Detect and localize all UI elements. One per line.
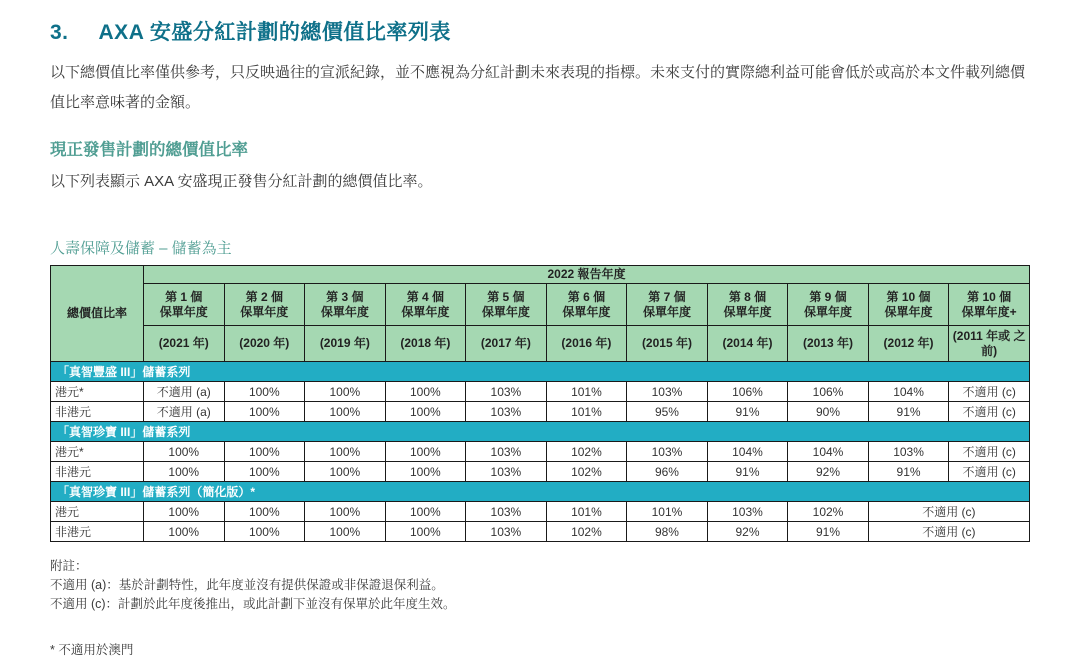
policy-year-unit: 保單年度+	[961, 304, 1017, 319]
policy-year-ordinal: 第 1 個	[165, 289, 203, 304]
calendar-year-header: (2011 年或 之前)	[949, 326, 1030, 362]
ratio-value: 102%	[788, 502, 869, 522]
currency-label: 港元*	[51, 442, 144, 462]
ratio-value: 不適用 (c)	[868, 522, 1029, 542]
ratio-value: 100%	[224, 402, 305, 422]
ratio-value: 100%	[224, 382, 305, 402]
ratio-value: 91%	[788, 522, 869, 542]
corner-header: 總價值比率	[51, 266, 144, 362]
footnote-a: 不適用 (a)：基於計劃特性，此年度並沒有提供保證或非保證退保利益。	[50, 578, 444, 592]
ratio-value: 不適用 (a)	[144, 382, 225, 402]
footnote-c: 不適用 (c)：計劃於此年度後推出，或此計劃下並沒有保單於此年度生效。	[50, 597, 456, 611]
calendar-year-header: (2019 年)	[305, 326, 386, 362]
ratio-value: 103%	[466, 402, 547, 422]
policy-year-ordinal: 第 2 個	[245, 289, 283, 304]
calendar-year-header: (2015 年)	[627, 326, 708, 362]
ratio-value: 101%	[627, 502, 708, 522]
ratio-value: 102%	[546, 462, 627, 482]
policy-year-header	[627, 284, 708, 326]
calendar-year-header: (2013 年)	[788, 326, 869, 362]
policy-year-unit: 保單年度	[159, 304, 208, 319]
table-row	[51, 502, 1030, 522]
policy-year-unit: 保單年度	[401, 304, 450, 319]
plan-series-row	[51, 482, 1030, 502]
table-row	[51, 462, 1030, 482]
header-row-policy-year	[51, 284, 1030, 326]
total-value-ratio-table	[50, 265, 1030, 542]
ratio-value: 100%	[305, 522, 386, 542]
ratio-value: 90%	[788, 402, 869, 422]
section-number: 3.	[50, 21, 69, 44]
ratio-value: 100%	[144, 462, 225, 482]
ratio-value: 100%	[385, 462, 466, 482]
policy-year-header	[144, 284, 225, 326]
ratio-value: 103%	[868, 442, 949, 462]
policy-year-header	[868, 284, 949, 326]
ratio-value: 100%	[305, 502, 386, 522]
ratio-value: 100%	[305, 442, 386, 462]
ratio-value: 106%	[788, 382, 869, 402]
ratio-value: 91%	[868, 462, 949, 482]
policy-year-header	[385, 284, 466, 326]
calendar-year-header: (2017 年)	[466, 326, 547, 362]
footnotes	[50, 557, 1030, 656]
currency-label: 非港元	[51, 402, 144, 422]
ratio-value: 100%	[385, 502, 466, 522]
ratio-value: 100%	[305, 462, 386, 482]
plan-series-row	[51, 422, 1030, 442]
header-row-calendar-year	[51, 326, 1030, 362]
page-title	[50, 16, 1030, 46]
policy-year-header	[546, 284, 627, 326]
policy-year-unit: 保單年度	[320, 304, 369, 319]
header-row-report-year	[51, 266, 1030, 284]
policy-year-ordinal: 第 4 個	[406, 289, 445, 304]
ratio-value: 92%	[788, 462, 869, 482]
calendar-year-header: (2014 年)	[707, 326, 788, 362]
ratio-value: 100%	[144, 442, 225, 462]
ratio-value: 100%	[144, 522, 225, 542]
calendar-year-header: (2016 年)	[546, 326, 627, 362]
ratio-value: 103%	[466, 522, 547, 542]
policy-year-unit: 保單年度	[562, 304, 611, 319]
ratio-value: 101%	[546, 402, 627, 422]
ratio-value: 100%	[224, 442, 305, 462]
ratio-value: 104%	[868, 382, 949, 402]
ratio-value: 不適用 (c)	[868, 502, 1029, 522]
table-row	[51, 382, 1030, 402]
ratio-value: 不適用 (c)	[949, 382, 1030, 402]
policy-year-header	[224, 284, 305, 326]
calendar-year-header: (2021 年)	[144, 326, 225, 362]
ratio-value: 100%	[224, 502, 305, 522]
table-section-label: 人壽保障及儲蓄 – 儲蓄為主	[50, 240, 232, 257]
plan-series-row	[51, 362, 1030, 382]
currency-label: 港元*	[51, 382, 144, 402]
policy-year-ordinal: 第 7 個	[648, 289, 686, 304]
calendar-year-header: (2020 年)	[224, 326, 305, 362]
ratio-value: 100%	[385, 442, 466, 462]
plan-series-title: 「真智珍寶 III」儲蓄系列（簡化版）*	[51, 482, 1030, 502]
ratio-value: 100%	[305, 402, 386, 422]
ratio-value: 102%	[546, 522, 627, 542]
ratio-value: 100%	[224, 522, 305, 542]
ratio-value: 100%	[385, 402, 466, 422]
ratio-value: 103%	[466, 502, 547, 522]
policy-year-ordinal: 第 3 個	[326, 289, 364, 304]
section-title-text: AXA 安盛分紅計劃的總價值比率列表	[98, 21, 451, 44]
policy-year-unit: 保單年度	[884, 304, 933, 319]
policy-year-header	[707, 284, 788, 326]
table-row	[51, 402, 1030, 422]
ratio-value: 91%	[707, 402, 788, 422]
ratio-value: 103%	[466, 442, 547, 462]
ratio-value: 100%	[305, 382, 386, 402]
ratio-value: 不適用 (a)	[144, 402, 225, 422]
plan-series-title: 「真智豐盛 III」儲蓄系列	[51, 362, 1030, 382]
ratio-value: 100%	[224, 462, 305, 482]
ratio-value: 95%	[627, 402, 708, 422]
subheading: 現正發售計劃的總價值比率	[50, 141, 248, 159]
ratio-value: 不適用 (c)	[949, 462, 1030, 482]
ratio-value: 104%	[788, 442, 869, 462]
ratio-value: 91%	[868, 402, 949, 422]
ratio-value: 103%	[627, 442, 708, 462]
footnote-heading: 附註：	[50, 559, 88, 573]
currency-label: 非港元	[51, 462, 144, 482]
table-row	[51, 522, 1030, 542]
policy-year-ordinal: 第 10 個	[967, 289, 1012, 304]
intro-paragraph: 以下總價值比率僅供參考，只反映過往的宣派紀錄，並不應視為分紅計劃未來表現的指標。未來支付的實際總利益可能會低於或高於本文件載列總價值比率意味著的金額。	[50, 64, 1026, 111]
policy-year-header	[949, 284, 1030, 326]
policy-year-header	[466, 284, 547, 326]
plan-series-title: 「真智珍寶 III」儲蓄系列	[51, 422, 1030, 442]
ratio-value: 92%	[707, 522, 788, 542]
ratio-value: 100%	[385, 382, 466, 402]
ratio-value: 101%	[546, 502, 627, 522]
ratio-value: 106%	[707, 382, 788, 402]
policy-year-unit: 保單年度	[240, 304, 289, 319]
policy-year-ordinal: 第 5 個	[487, 289, 525, 304]
policy-year-unit: 保單年度	[481, 304, 530, 319]
policy-year-unit: 保單年度	[642, 304, 691, 319]
ratio-value: 101%	[546, 382, 627, 402]
policy-year-ordinal: 第 6 個	[567, 289, 606, 304]
calendar-year-header: (2012 年)	[868, 326, 949, 362]
table-row	[51, 442, 1030, 462]
ratio-value: 100%	[144, 502, 225, 522]
policy-year-ordinal: 第 9 個	[809, 289, 847, 304]
ratio-value: 不適用 (c)	[949, 442, 1030, 462]
ratio-value: 96%	[627, 462, 708, 482]
policy-year-ordinal: 第 8 個	[728, 289, 767, 304]
ratio-value: 98%	[627, 522, 708, 542]
ratio-value: 102%	[546, 442, 627, 462]
ratio-value: 103%	[466, 382, 547, 402]
calendar-year-header: (2018 年)	[385, 326, 466, 362]
report-year-header: 2022 報告年度	[144, 266, 1030, 284]
ratio-value: 103%	[627, 382, 708, 402]
footnote-macau: * 不適用於澳門	[50, 643, 134, 656]
policy-year-unit: 保單年度	[804, 304, 853, 319]
policy-year-ordinal: 第 10 個	[886, 289, 931, 304]
ratio-value: 104%	[707, 442, 788, 462]
currency-label: 港元	[51, 502, 144, 522]
policy-year-header	[305, 284, 386, 326]
subheading-text: 以下列表顯示 AXA 安盛現正發售分紅計劃的總價值比率。	[50, 173, 433, 190]
ratio-value: 91%	[707, 462, 788, 482]
currency-label: 非港元	[51, 522, 144, 542]
policy-year-header	[788, 284, 869, 326]
ratio-value: 103%	[466, 462, 547, 482]
ratio-value: 不適用 (c)	[949, 402, 1030, 422]
ratio-value: 100%	[385, 522, 466, 542]
policy-year-unit: 保單年度	[723, 304, 772, 319]
ratio-value: 103%	[707, 502, 788, 522]
